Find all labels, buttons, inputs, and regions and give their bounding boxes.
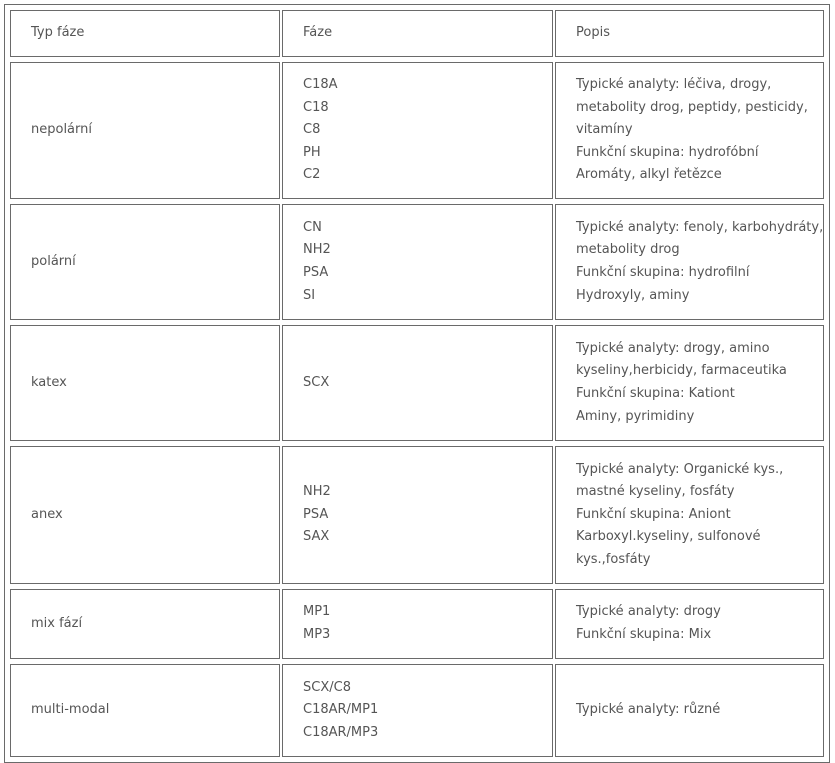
phase-item: NH2 <box>303 242 331 258</box>
table-row <box>10 325 824 441</box>
phase-item: C18 <box>303 99 329 115</box>
description-line: Aromáty, alkyl řetězce <box>576 167 722 183</box>
description-line: Typické analyty: fenoly, karbohydráty, <box>576 219 824 235</box>
description-line: Funkční skupina: hydrofilní <box>576 265 750 280</box>
header-cell-description <box>555 10 824 57</box>
cell-phase-type <box>10 204 280 320</box>
table-row <box>10 664 824 757</box>
cell-description <box>555 664 824 757</box>
phase-table <box>4 4 830 763</box>
description-line: metabolity drog <box>576 242 680 258</box>
phase-type-text: mix fází <box>31 615 83 631</box>
phase-item: SI <box>303 287 316 303</box>
description-line: Funkční skupina: Kationt <box>576 386 735 401</box>
phase-item: C2 <box>303 167 321 183</box>
phase-type-text: nepolární <box>31 122 92 138</box>
phase-item: PSA <box>303 506 329 522</box>
cell-phase-type <box>10 446 280 584</box>
phase-type-text: anex <box>31 506 63 522</box>
phase-item: C8 <box>303 122 321 138</box>
table-row <box>10 589 824 659</box>
phase-item: NH2 <box>303 484 331 500</box>
description-line: Typické analyty: drogy <box>576 604 721 620</box>
cell-phases <box>282 204 553 320</box>
phase-item: C18A <box>303 77 338 93</box>
description-line: Typické analyty: Organické kys., <box>576 461 784 477</box>
phase-type-text: multi-modal <box>31 702 110 718</box>
phase-item: MP3 <box>303 627 331 642</box>
description-line: Hydroxyly, aminy <box>576 287 690 303</box>
description-line: Funkční skupina: Aniont <box>576 506 731 522</box>
header-cell-type <box>10 10 280 57</box>
phase-item: PSA <box>303 265 329 280</box>
cell-description <box>555 589 824 659</box>
table-row <box>10 446 824 584</box>
header-cell-phase <box>282 10 553 57</box>
phase-item: SAX <box>303 529 330 545</box>
header-label: Popis <box>576 25 610 41</box>
phase-item: SCX <box>303 374 330 390</box>
description-line: Typické analyty: léčiva, drogy, <box>576 77 772 93</box>
cell-phase-type <box>10 589 280 659</box>
cell-phase-type <box>10 325 280 441</box>
phase-item: CN <box>303 219 322 235</box>
description-line: Typické analyty: různé <box>576 702 721 718</box>
phase-type-text: polární <box>31 253 76 269</box>
cell-description <box>555 204 824 320</box>
cell-phases <box>282 325 553 441</box>
header-label: Fáze <box>303 25 333 41</box>
description-line: Aminy, pyrimidiny <box>576 408 695 424</box>
cell-description <box>555 62 824 199</box>
description-line: Typické analyty: drogy, amino <box>576 340 770 356</box>
cell-description <box>555 325 824 441</box>
cell-phase-type <box>10 62 280 199</box>
table-body <box>10 62 824 757</box>
cell-phases <box>282 589 553 659</box>
cell-phases <box>282 664 553 757</box>
phase-item: MP1 <box>303 604 331 620</box>
table-header-row <box>10 10 824 57</box>
description-line: kys.,fosfáty <box>576 551 651 567</box>
description-line: kyseliny,herbicidy, farmaceutika <box>576 363 787 379</box>
description-line: Funkční skupina: Mix <box>576 627 712 642</box>
phase-item: C18AR/MP1 <box>303 702 379 718</box>
cell-description <box>555 446 824 584</box>
table-row <box>10 62 824 199</box>
table-row <box>10 204 824 320</box>
phase-type-text: katex <box>31 374 67 390</box>
cell-phases <box>282 62 553 199</box>
description-line: Karboxyl.kyseliny, sulfonové <box>576 529 761 545</box>
header-label: Typ fáze <box>31 25 85 41</box>
phase-item: C18AR/MP3 <box>303 724 379 740</box>
description-line: mastné kyseliny, fosfáty <box>576 484 735 500</box>
cell-phase-type <box>10 664 280 757</box>
description-line: vitamíny <box>576 122 633 138</box>
phase-item: PH <box>303 144 321 160</box>
description-line: metabolity drog, peptidy, pesticidy, <box>576 99 808 115</box>
phase-item: SCX/C8 <box>303 679 351 695</box>
cell-phases <box>282 446 553 584</box>
description-line: Funkční skupina: hydrofóbní <box>576 144 759 160</box>
